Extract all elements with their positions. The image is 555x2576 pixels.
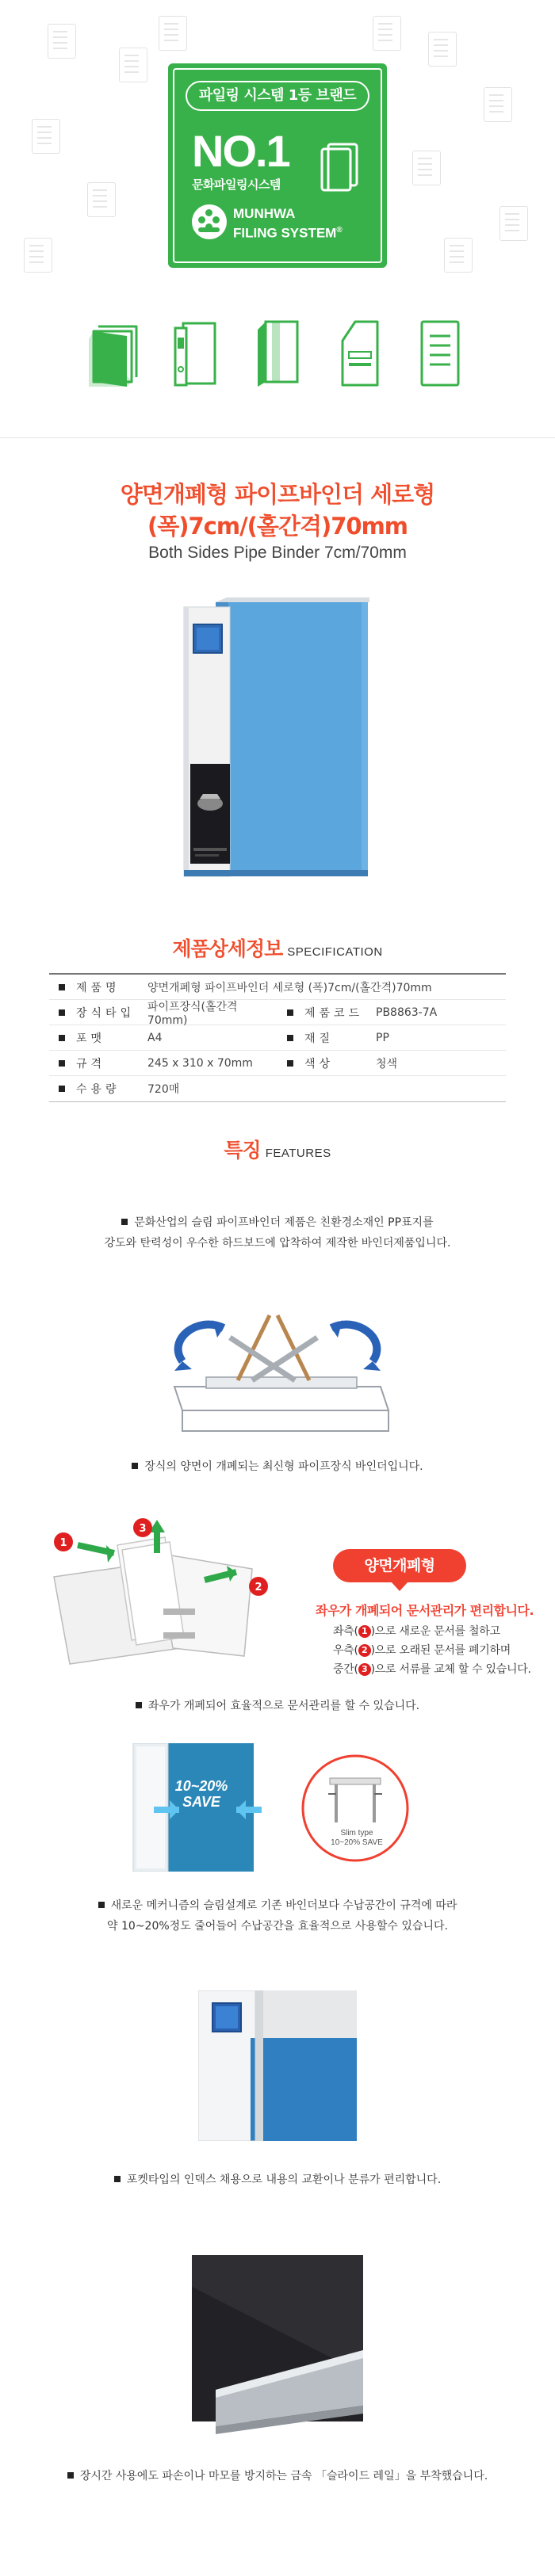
background-document-icon [119, 48, 147, 82]
registered-mark: ® [336, 226, 343, 235]
feature3-step-3-pre: 중간( [333, 1663, 358, 1676]
feature3-step-1-post: )으로 새로운 문서를 철하고 [370, 1625, 500, 1638]
table-row [49, 1025, 506, 1051]
lined-document-icon [412, 317, 468, 388]
section-divider [0, 437, 555, 438]
step-number-icon: 1 [358, 1625, 371, 1638]
spec-value: 720매 [147, 1083, 180, 1096]
brand-name-line2 [233, 222, 343, 242]
feature3-step-1-pre: 좌측( [333, 1625, 358, 1638]
spec-cell-format [49, 1030, 278, 1046]
feature4-line2: 약 10~20%정도 줄어들어 수납공간을 효율적으로 사용할수 있습니다. [107, 1920, 448, 1933]
spec-cell-dimensions [49, 1055, 278, 1071]
background-document-icon [32, 119, 60, 154]
background-document-icon [444, 238, 473, 273]
background-document-icon [484, 87, 512, 122]
slim-binder-illustration [119, 1743, 278, 1872]
spec-label: 제품명 [76, 981, 121, 994]
badge-pointer [391, 1582, 408, 1591]
spec-label: 규격 [76, 1057, 106, 1070]
background-document-icon [500, 206, 528, 241]
bullet-square-icon [59, 1060, 65, 1067]
spec-cell-capacity [49, 1081, 506, 1097]
slim-type-cross-section [300, 1753, 411, 1864]
feature1-line1-text: 문화산업의 슬림 파이프바인더 제품은 친환경소재인 PP표지를 [134, 1216, 434, 1229]
spec-table [49, 973, 506, 1102]
spec-heading [0, 933, 555, 962]
brand-rank: NO.1 [192, 126, 289, 176]
bullet-square-icon [59, 1086, 65, 1092]
brand-system-name: 문화파일링시스템 [192, 177, 281, 192]
spec-label: 색상 [304, 1057, 335, 1070]
features-heading-ko: 특징 [224, 1139, 261, 1162]
bullet-square-icon [287, 1060, 293, 1067]
bullet-square-icon [59, 1009, 65, 1016]
table-row [49, 1051, 506, 1076]
feature1-line2: 강도와 탄력성이 우수한 하드보드에 압착하여 제작한 바인더제품입니다. [104, 1237, 451, 1250]
step-1-label: 1 [59, 1537, 67, 1549]
spec-label: 수용량 [76, 1083, 121, 1096]
product-category-icons [87, 309, 468, 396]
brand-name [233, 205, 343, 242]
features-heading-en: FEATURES [265, 1147, 331, 1160]
bullet-square-icon [287, 1035, 293, 1041]
background-document-icon [48, 24, 76, 59]
spec-value: A4 [147, 1031, 163, 1044]
slide-rail-illustration [184, 2239, 371, 2437]
brand-badge [168, 63, 387, 268]
spec-value: PP [376, 1031, 389, 1044]
pipe-mechanism-illustration [151, 1292, 404, 1442]
save-label: SAVE [182, 1794, 220, 1810]
bullet-square-icon [114, 2176, 121, 2182]
spec-cell-fitting-type [49, 998, 278, 1027]
step-number-icon: 3 [358, 1663, 371, 1676]
spec-value: 245 x 310 x 70mm [147, 1056, 253, 1070]
brand-tagline: 파일링 시스템 1등 브랜드 [186, 81, 369, 111]
spec-value: PB8863-7A [376, 1006, 438, 1019]
bullet-square-icon [59, 984, 65, 990]
feature3-step-2-pre: 우측( [333, 1644, 358, 1657]
feature3-title: 좌우가 개폐되어 문서관리가 편리합니다. [316, 1603, 534, 1618]
bullet-square-icon [59, 1035, 65, 1041]
step-3-label: 3 [139, 1523, 147, 1535]
binder-icon [317, 141, 362, 192]
feature3-step-1 [333, 1623, 500, 1639]
bullet-square-icon [287, 1009, 293, 1016]
spec-value: 청색 [376, 1057, 398, 1070]
feature3-step-2-post: )으로 오래된 문서를 폐기하며 [370, 1644, 511, 1657]
feature4-description [0, 1895, 555, 1937]
spec-value: 파이프장식(홀간격70mm) [147, 1000, 238, 1027]
table-row [49, 1000, 506, 1025]
feature1-line1 [0, 1212, 555, 1233]
bullet-square-icon [121, 1219, 128, 1225]
background-document-icon [159, 16, 187, 51]
feature3-step-2 [333, 1642, 511, 1658]
spec-cell-product-name [49, 979, 506, 995]
munhwa-logo-icon [192, 204, 227, 239]
bullet-square-icon [132, 1463, 138, 1469]
ring-binder-icon [169, 317, 224, 388]
spec-heading-en: SPECIFICATION [287, 945, 383, 959]
magazine-file-icon [331, 317, 387, 388]
save-percent-label: 10~20% [174, 1778, 228, 1794]
background-document-icon [373, 16, 401, 51]
spec-label: 포맷 [76, 1032, 106, 1045]
background-document-icon [24, 238, 52, 273]
folder-icon [87, 317, 143, 388]
brand-name-line2-text: FILING SYSTEM [233, 225, 337, 241]
product-title-line1: 양면개폐형 파이프바인더 세로형 [120, 481, 435, 508]
brand-badge-frame [173, 68, 382, 263]
spec-heading-ko: 제품상세정보 [172, 937, 283, 960]
bullet-square-icon [98, 1902, 105, 1908]
feature6-caption-text: 장시간 사용에도 파손이나 마모를 방지하는 금속 「슬라이드 레일」을 부착했습니다. [79, 2470, 488, 2483]
step-number-icon: 2 [358, 1644, 371, 1657]
two-side-opening-illustration [46, 1513, 284, 1672]
feature5-caption-text: 포켓타입의 인덱스 채용으로 내용의 교환이나 분류가 편리합니다. [126, 2173, 442, 2186]
background-document-icon [428, 32, 457, 67]
lever-arch-file-icon [250, 317, 305, 388]
bullet-square-icon [136, 1702, 142, 1708]
feature2-caption [0, 1456, 555, 1477]
feature6-caption [0, 2466, 555, 2486]
feature4-line1-text: 새로운 메커니즘의 슬림설계로 기존 바인더보다 수납공간이 규격에 따라 [110, 1899, 457, 1912]
feature3-caption-text: 좌우가 개폐되어 효율적으로 문서관리를 할 수 있습니다. [147, 1700, 420, 1712]
two-sided-badge: 양면개폐형 [333, 1549, 466, 1582]
pocket-index-illustration [198, 1990, 357, 2141]
product-image [181, 596, 374, 881]
spec-label: 제품코드 [304, 1006, 364, 1020]
feature2-caption-text: 장식의 양면이 개폐되는 최신형 파이프장식 바인더입니다. [144, 1460, 423, 1473]
slim-type-label: Slim type [340, 1829, 373, 1838]
spec-value: 양면개폐형 파이프바인더 세로형 (폭)7cm/(홀간격)70mm [147, 981, 432, 994]
feature4-line1 [0, 1895, 555, 1916]
product-title-english: Both Sides Pipe Binder 7cm/70mm [148, 544, 407, 562]
feature3-step-3 [333, 1661, 531, 1677]
slim-save-label: 10~20% SAVE [331, 1838, 383, 1847]
spec-cell-color [278, 1055, 506, 1071]
brand-name-line1: MUNHWA [233, 206, 296, 221]
table-row [49, 1076, 506, 1101]
spec-label: 재질 [304, 1032, 335, 1045]
table-row [49, 975, 506, 1000]
spec-label: 장식타입 [76, 1006, 136, 1020]
feature1-description [0, 1212, 555, 1254]
feature3-caption [0, 1696, 555, 1716]
spec-cell-material [278, 1030, 506, 1046]
feature5-caption [0, 2170, 555, 2190]
bullet-square-icon [67, 2472, 74, 2479]
features-heading [0, 1135, 555, 1163]
product-title-line2: (폭)7cm/(홀간격)70mm [147, 513, 408, 540]
feature3-step-3-post: )으로 서류를 교체 할 수 있습니다. [370, 1663, 531, 1676]
step-2-label: 2 [255, 1582, 262, 1593]
background-document-icon [87, 182, 116, 217]
spec-cell-product-code [278, 1005, 506, 1021]
background-document-icon [412, 151, 441, 185]
